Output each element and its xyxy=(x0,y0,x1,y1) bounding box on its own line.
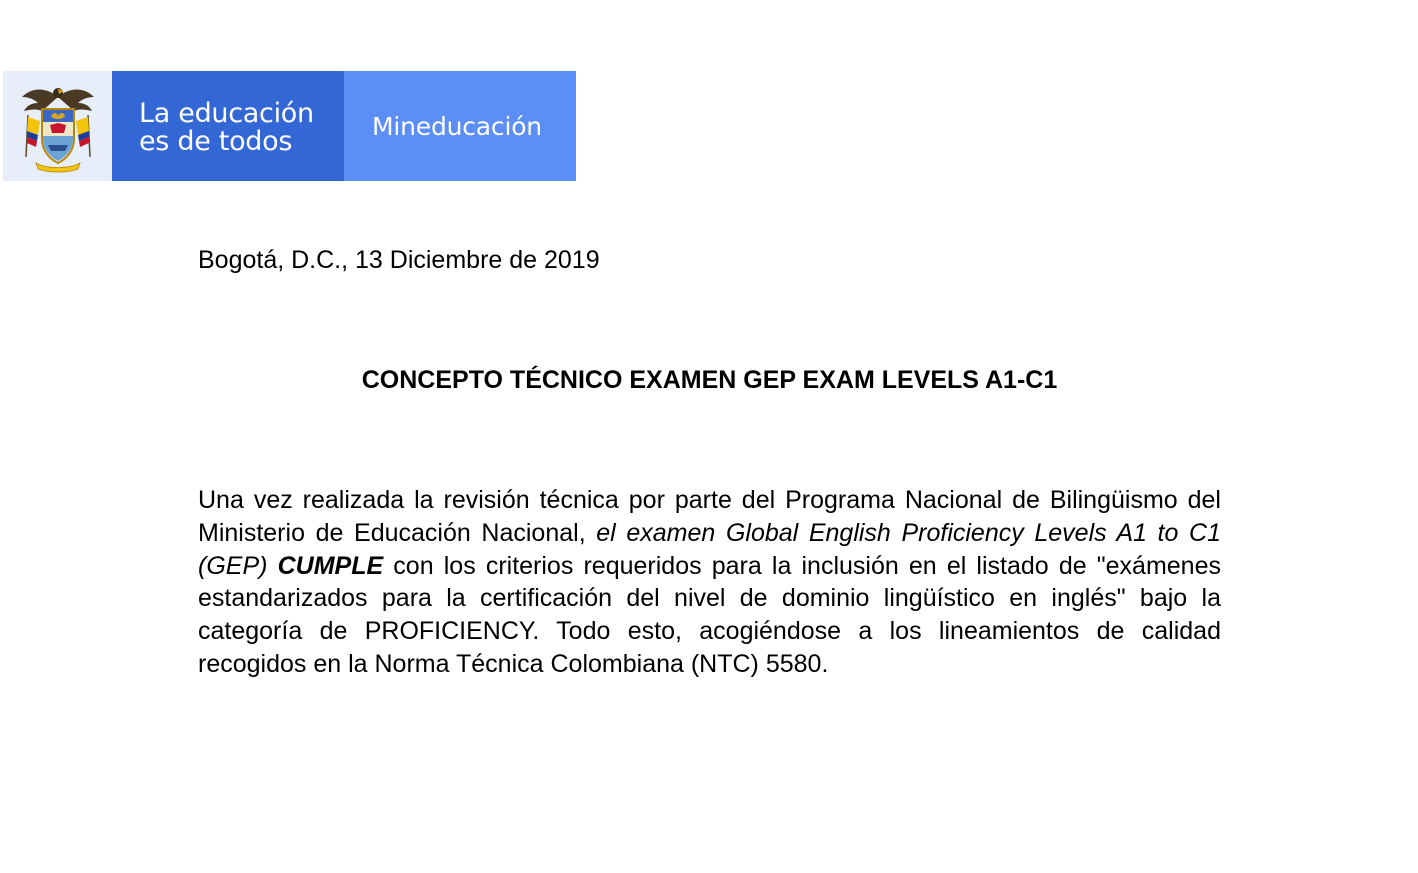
slogan-block xyxy=(112,71,344,181)
paragraph-verdict: CUMPLE xyxy=(277,551,384,580)
slogan-line-2: es de todos xyxy=(139,126,293,157)
colombia-coat-of-arms-icon xyxy=(18,79,98,173)
header-banner xyxy=(3,71,576,181)
paragraph-conclusion: con los criterios requeridos para la inclusión en el listado de "exámenes estandarizados para la certificación del nivel de dominio lingüístico en inglés" bajo la categoría de PROFICIENCY. Todo esto, acogiéndose a los lineamientos de calidad recogidos en la Norma Técnica Colombiana (NTC) 5580. xyxy=(198,551,1221,678)
slogan-line-1: La educación xyxy=(139,98,314,129)
body-paragraph xyxy=(198,484,1221,681)
paragraph-exam-name: el examen Global English Proficiency Levels A1 to C1 (GEP) xyxy=(198,518,1221,580)
paragraph-intro: Una vez realizada la revisión técnica por parte del Programa Nacional de Bilingüismo del Ministerio de Educación Nacional, xyxy=(198,486,1221,547)
brand-block xyxy=(344,71,576,181)
date-line: Bogotá, D.C., 13 Diciembre de 2019 xyxy=(198,246,600,274)
brand-name: Mineducación xyxy=(372,111,542,141)
document-title: CONCEPTO TÉCNICO EXAMEN GEP EXAM LEVELS A1-C1 xyxy=(361,366,1058,394)
seal-container xyxy=(3,71,112,181)
